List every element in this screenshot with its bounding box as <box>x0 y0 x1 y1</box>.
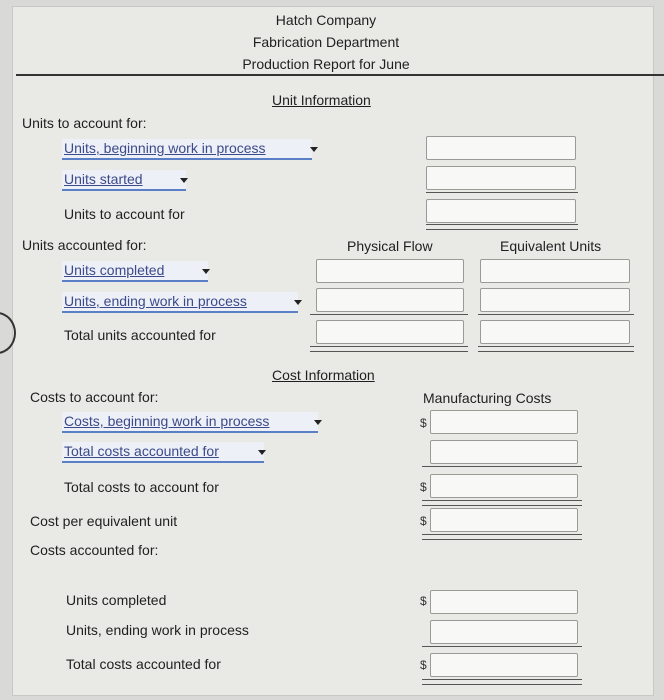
total-costs-accounted-for-select[interactable] <box>62 442 264 463</box>
units-ending-wip-cost-label: Units, ending work in process <box>66 622 249 638</box>
unit-information-title: Unit Information <box>272 92 371 108</box>
physical-total-double-rule <box>310 346 468 352</box>
units-beginning-wip-select-label: Units, beginning work in process <box>64 140 266 156</box>
units-to-account-for-label: Units to account for: <box>22 115 147 131</box>
dollar-sign: $ <box>420 514 427 528</box>
units-ending-wip-select[interactable] <box>62 292 298 313</box>
units-completed-equivalent-input[interactable] <box>480 259 630 283</box>
cost-per-equivalent-unit-input[interactable] <box>430 508 578 532</box>
total-costs-accounted-for-label: Total costs accounted for <box>66 656 221 672</box>
total-units-equivalent-input[interactable] <box>480 320 630 344</box>
chevron-down-icon <box>294 300 302 305</box>
units-completed-cost-input[interactable] <box>430 590 578 614</box>
report-title: Production Report for June <box>242 56 410 72</box>
units-started-select[interactable] <box>62 170 186 191</box>
units-accounted-for-label: Units accounted for: <box>22 237 147 253</box>
company-name: Hatch Company <box>275 12 377 28</box>
total-costs-accounted-for-input[interactable] <box>430 653 578 677</box>
costs-total-double-rule <box>422 500 582 506</box>
equivalent-subtotal-rule <box>478 314 634 315</box>
units-completed-physical-input[interactable] <box>316 259 464 283</box>
cost-information-title: Cost Information <box>272 367 375 383</box>
units-to-account-for-total-input[interactable] <box>426 199 576 223</box>
units-total-double-rule <box>426 224 578 230</box>
units-completed-select-label: Units completed <box>64 262 165 278</box>
costs-subtotal-rule <box>422 466 582 467</box>
units-to-account-for-total-label: Units to account for <box>64 206 185 222</box>
units-ending-wip-cost-input[interactable] <box>430 620 578 644</box>
units-ending-wip-equivalent-input[interactable] <box>480 288 630 312</box>
dollar-sign: $ <box>420 658 427 672</box>
costs-beginning-wip-input[interactable] <box>430 410 578 434</box>
costs-accounted-subtotal-rule <box>422 646 582 647</box>
total-units-physical-input[interactable] <box>316 320 464 344</box>
costs-accounted-for-label: Costs accounted for: <box>30 542 159 558</box>
chevron-down-icon <box>180 178 188 183</box>
chevron-down-icon <box>202 269 210 274</box>
header-divider <box>16 74 664 76</box>
costs-beginning-wip-select[interactable] <box>62 412 318 433</box>
manufacturing-costs-header: Manufacturing Costs <box>423 390 552 406</box>
units-subtotal-rule <box>426 192 578 193</box>
physical-flow-header: Physical Flow <box>347 238 433 254</box>
chevron-down-icon <box>310 147 318 152</box>
units-beginning-wip-select[interactable] <box>62 139 312 160</box>
units-started-input[interactable] <box>426 166 576 190</box>
total-costs-select-input[interactable] <box>430 440 578 464</box>
total-units-accounted-for-label: Total units accounted for <box>64 327 216 343</box>
units-started-select-label: Units started <box>64 171 143 187</box>
cost-per-equivalent-unit-label: Cost per equivalent unit <box>30 513 178 529</box>
units-ending-wip-select-label: Units, ending work in process <box>64 293 247 309</box>
units-beginning-wip-input[interactable] <box>426 136 576 160</box>
total-costs-accounted-for-select-label: Total costs accounted for <box>64 443 219 459</box>
units-completed-select[interactable] <box>62 261 208 282</box>
equivalent-units-header: Equivalent Units <box>500 238 602 254</box>
physical-subtotal-rule <box>310 314 468 315</box>
cost-per-eu-double-rule <box>422 534 582 540</box>
costs-accounted-total-double-rule <box>422 679 582 685</box>
costs-beginning-wip-select-label: Costs, beginning work in process <box>64 413 270 429</box>
department-name: Fabrication Department <box>252 34 400 50</box>
dollar-sign: $ <box>420 594 427 608</box>
dollar-sign: $ <box>420 480 427 494</box>
chevron-down-icon <box>258 450 266 455</box>
equivalent-total-double-rule <box>478 346 634 352</box>
total-costs-to-account-for-label: Total costs to account for <box>64 479 219 495</box>
total-costs-to-account-for-input[interactable] <box>430 474 578 498</box>
dollar-sign: $ <box>420 416 427 430</box>
units-completed-cost-label: Units completed <box>66 592 167 608</box>
chevron-down-icon <box>314 420 322 425</box>
costs-to-account-for-label: Costs to account for: <box>30 389 159 405</box>
units-ending-wip-physical-input[interactable] <box>316 288 464 312</box>
